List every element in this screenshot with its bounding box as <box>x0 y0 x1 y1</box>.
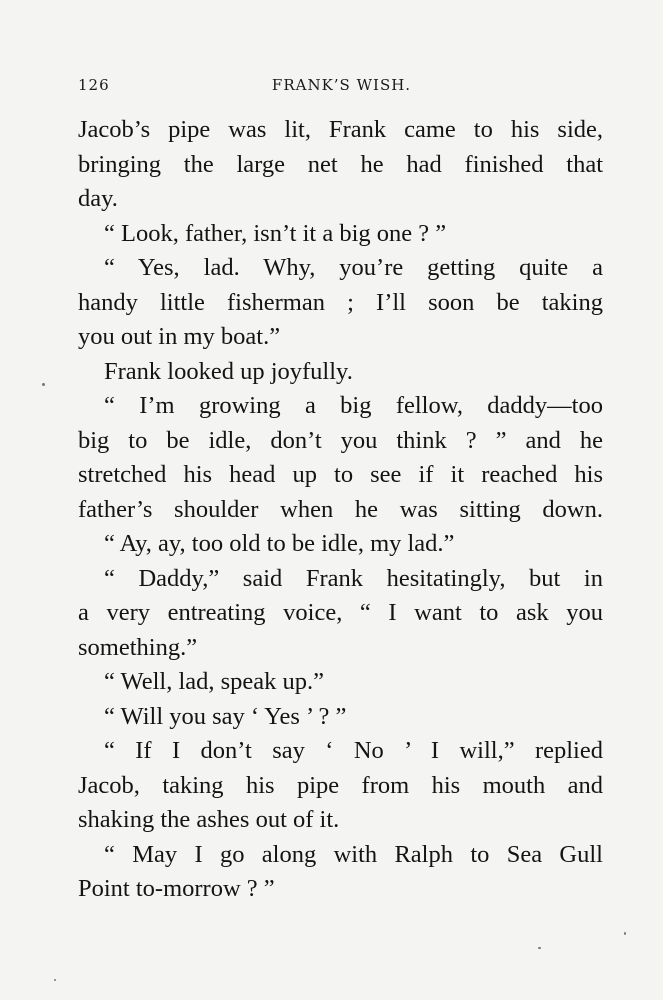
running-title: FRANK’S WISH. <box>271 76 412 94</box>
running-head <box>78 76 605 100</box>
page-number: 126 <box>78 76 110 94</box>
text-line: “ Will you say ‘ Yes ’ ? ” <box>104 702 347 730</box>
text-line: handy little fisherman ; I’ll soon be taking <box>78 288 603 316</box>
text-line: day. <box>78 185 118 212</box>
text-line: you out in my boat.” <box>78 323 281 350</box>
text-line: “ Daddy,” said Frank hesitatingly, but in <box>104 564 603 592</box>
text-line: “ May I go along with Ralph to Sea Gull <box>104 840 603 868</box>
text-line: Jacob, taking his pipe from his mouth and <box>78 771 603 799</box>
text-line: Jacob’s pipe was lit, Frank came to his side, <box>78 116 603 143</box>
text-line: big to be idle, don’t you think ? ” and he <box>78 426 603 454</box>
text-line: Point to-morrow ? ” <box>78 875 275 902</box>
paper-speck <box>54 979 56 981</box>
text-line: “ Yes, lad. Why, you’re getting quite a <box>104 254 603 281</box>
text-line: something.” <box>78 633 198 661</box>
text-line: father’s shoulder when he was sitting down. <box>78 495 603 523</box>
body-text <box>78 113 603 907</box>
text-line: shaking the ashes out of it. <box>78 806 340 833</box>
paper-speck <box>624 932 626 935</box>
text-line: stretched his head up to see if it reached his <box>78 461 603 488</box>
paper-speck <box>42 383 45 386</box>
paper-speck <box>538 947 541 949</box>
text-line: “ If I don’t say ‘ No ’ I will,” replied <box>104 737 603 764</box>
text-line: “ I’m growing a big fellow, daddy—too <box>104 392 603 419</box>
text-line: a very entreating voice, “ I want to ask you <box>78 599 603 626</box>
text-line: “ Well, lad, speak up.” <box>104 668 325 695</box>
text-line: bringing the large net he had finished that <box>78 150 603 178</box>
text-line: Frank looked up joyfully. <box>104 357 353 385</box>
text-line: “ Ay, ay, too old to be idle, my lad.” <box>104 530 455 557</box>
text-line: “ Look, father, isn’t it a big one ? ” <box>104 219 447 247</box>
